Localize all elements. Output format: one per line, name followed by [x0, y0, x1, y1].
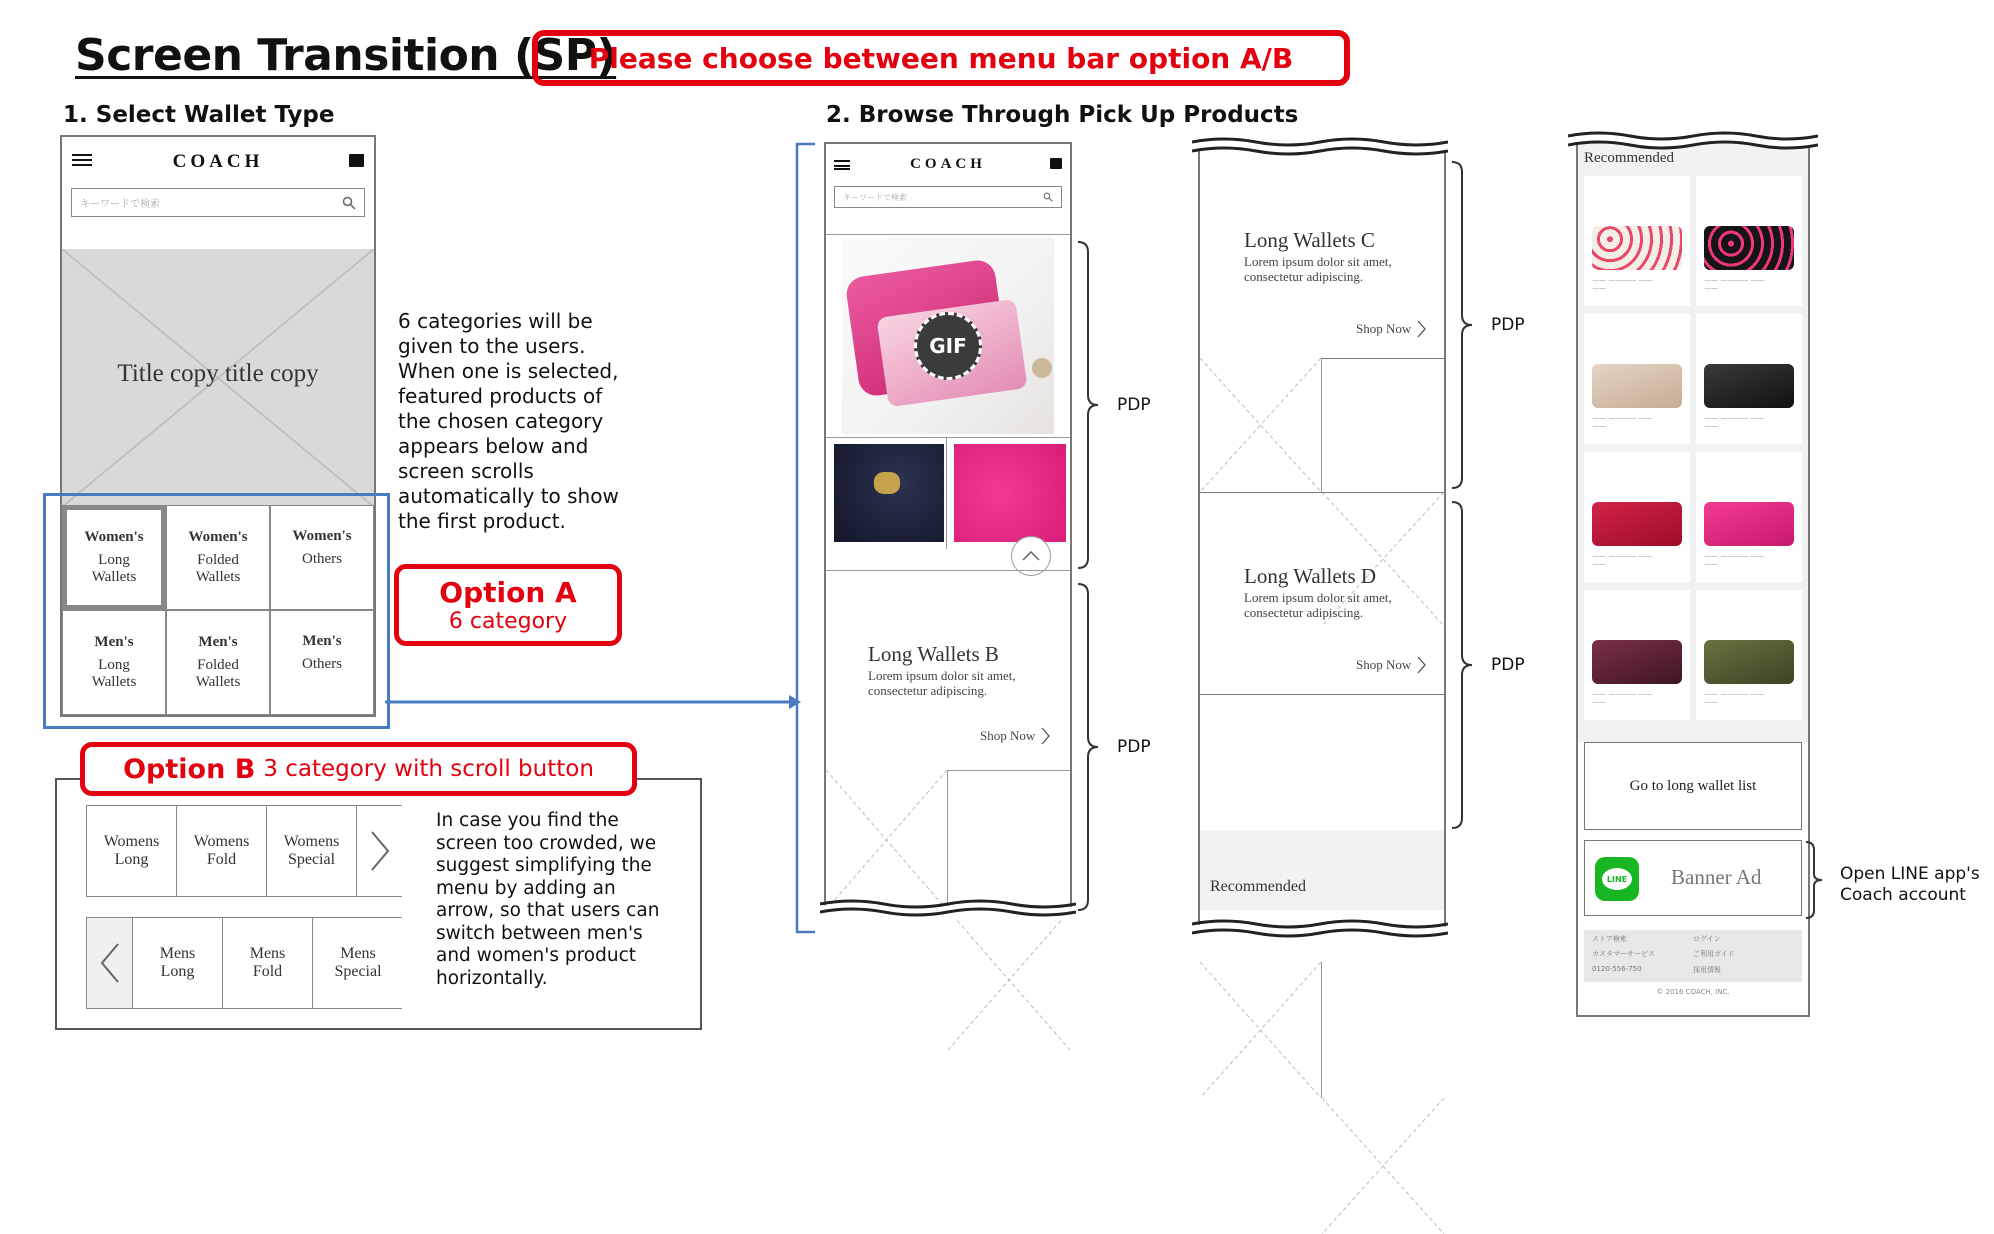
- divider: [826, 234, 1070, 235]
- step2b-phone-mockup: [1198, 150, 1446, 930]
- pdp-bracket: [1076, 582, 1106, 912]
- menu-womens-fold[interactable]: [177, 806, 267, 896]
- option-a-label-box: [394, 564, 622, 646]
- search-input[interactable]: [71, 188, 365, 217]
- product-meta: —— ———— —— ——: [1704, 414, 1765, 430]
- pdp-bracket: [1450, 500, 1480, 830]
- search-placeholder: キーワードで検索: [80, 199, 160, 210]
- featured-product-gif[interactable]: [842, 238, 1054, 434]
- product-description-line: Lorem ipsum dolor sit amet,: [1244, 590, 1392, 605]
- category-label: Folded: [197, 657, 239, 673]
- chevron-up-icon: [1022, 551, 1040, 561]
- transition-arrow: [385, 690, 805, 714]
- step1-heading: 1. Select Wallet Type: [63, 102, 335, 128]
- copyright: © 2016 COACH, INC.: [1656, 988, 1730, 996]
- search-icon: [342, 196, 356, 210]
- footer-link[interactable]: ご利用ガイド: [1693, 950, 1735, 959]
- option-a-label: Option A: [439, 576, 577, 609]
- menu-label: Long: [160, 963, 195, 980]
- menu-label: Mens: [159, 945, 196, 962]
- step2-phone-mockup: [824, 142, 1072, 912]
- menu-womens-long[interactable]: [87, 806, 177, 896]
- recommended-product[interactable]: [1584, 590, 1690, 720]
- scroll-left-button[interactable]: [87, 918, 133, 1008]
- menu-label: Long: [114, 851, 149, 868]
- black-wallet-image: [1704, 364, 1794, 408]
- menu-label: Mens: [340, 945, 376, 962]
- product-description-line: consectetur adipiscing.: [1244, 269, 1364, 284]
- red-wallet-image: [1592, 502, 1682, 546]
- pdp-label: PDP: [1117, 737, 1151, 757]
- hero-copy: Title copy title copy: [117, 360, 319, 387]
- divider: [826, 570, 1070, 571]
- olive-wallet-image: [1704, 640, 1794, 684]
- step1-description: 6 categories will be given to the users. When one is selected, featured products of the chosen category appears below and screen scrolls automatically to show the first product.: [398, 309, 619, 533]
- product-meta: —— ———— —— ——: [1592, 552, 1653, 568]
- search-input[interactable]: [834, 186, 1062, 208]
- shopping-bag-icon[interactable]: [1050, 158, 1062, 169]
- page-title: Screen Transition (SP): [75, 30, 617, 81]
- chevron-right-icon: [1417, 320, 1426, 338]
- option-choice-banner-text: Please choose between menu bar option A/B: [588, 41, 1294, 75]
- line-banner-ad[interactable]: [1584, 840, 1802, 916]
- banner-ad-label: Banner Ad: [1671, 865, 1762, 889]
- beige-wallet-image: [1592, 364, 1682, 408]
- scroll-right-button[interactable]: [357, 806, 403, 896]
- menu-label: Womens: [103, 833, 160, 850]
- category-label: Folded: [197, 552, 239, 568]
- product-meta: —— ———— —— ——: [1704, 276, 1765, 292]
- divider: [826, 437, 1070, 438]
- shop-now-link[interactable]: [980, 727, 1050, 745]
- divider: [1200, 492, 1444, 493]
- coach-logo[interactable]: COACH: [910, 156, 986, 172]
- torn-edge: [1192, 134, 1448, 160]
- chevron-right-icon: [1041, 727, 1050, 745]
- category-label: Women's: [188, 529, 248, 545]
- pdp-label: PDP: [1117, 395, 1151, 415]
- category-label: Others: [302, 551, 342, 567]
- category-label: Men's: [302, 633, 342, 649]
- option-b-label-box: [80, 742, 637, 796]
- category-label: Wallets: [195, 569, 241, 585]
- plum-wallet-image: [1592, 640, 1682, 684]
- category-label: Long: [98, 552, 130, 568]
- divider: [946, 437, 947, 549]
- recommended-product[interactable]: [1696, 314, 1802, 444]
- recommended-heading: Recommended: [1210, 878, 1306, 895]
- category-label: Women's: [84, 529, 144, 545]
- product-description-line: consectetur adipiscing.: [868, 683, 988, 698]
- torn-edge: [1192, 918, 1448, 942]
- line-app-icon: [1595, 857, 1639, 901]
- product-meta: —— ———— —— ——: [1592, 276, 1653, 292]
- recommended-heading: Recommended: [1584, 150, 1674, 166]
- step2-bracket: [793, 142, 817, 934]
- floral-wallet-image: [1592, 226, 1682, 270]
- category-label: Others: [302, 656, 342, 672]
- recommended-section: [1200, 830, 1444, 910]
- product-meta: —— ———— —— ——: [1592, 414, 1653, 430]
- product-meta: —— ———— —— ——: [1704, 552, 1765, 568]
- menu-label: Womens: [193, 833, 250, 850]
- gif-badge: [914, 312, 982, 380]
- footer-link[interactable]: 0120-556-750: [1592, 964, 1642, 973]
- product-title: Long Wallets B: [868, 642, 999, 666]
- product-description-line: Lorem ipsum dolor sit amet,: [1244, 254, 1392, 269]
- menu-womens-special[interactable]: [267, 806, 357, 896]
- gif-label: GIF: [929, 334, 967, 358]
- product-description-line: consectetur adipiscing.: [1244, 605, 1364, 620]
- divider: [1200, 694, 1444, 695]
- product-description-line: Lorem ipsum dolor sit amet,: [868, 668, 1016, 683]
- option-b-womens-menu: [86, 805, 402, 897]
- option-b-mens-menu: [86, 917, 402, 1009]
- product-title: Long Wallets C: [1244, 228, 1375, 252]
- menu-label: Special: [287, 851, 336, 868]
- recommended-product[interactable]: [1584, 176, 1690, 306]
- line-note: Open LINE app's Coach account: [1840, 864, 1980, 905]
- product-image-placeholder[interactable]: [1322, 1098, 1444, 1234]
- option-a-highlight: [43, 493, 390, 729]
- menu-mens-long[interactable]: [133, 918, 223, 1008]
- menu-label: Special: [334, 963, 382, 980]
- category-label: Men's: [198, 634, 238, 650]
- option-b-label: Option B: [123, 753, 256, 785]
- category-label: Men's: [94, 634, 134, 650]
- product-image-placeholder[interactable]: [1200, 962, 1322, 1098]
- product-image-placeholder[interactable]: [826, 770, 948, 910]
- footer-link[interactable]: ストア検索: [1592, 935, 1627, 943]
- turnlock-image: [874, 472, 900, 494]
- category-label: Wallets: [195, 674, 241, 690]
- pdp-label: PDP: [1491, 315, 1525, 335]
- product-image-placeholder[interactable]: [1200, 358, 1322, 492]
- search-icon: [1043, 192, 1053, 202]
- pdp-label: PDP: [1491, 655, 1525, 675]
- step2c-phone-mockup: [1576, 142, 1810, 1017]
- line-bracket: [1804, 840, 1830, 920]
- menu-mens-fold[interactable]: [223, 918, 313, 1008]
- go-to-list-button[interactable]: [1584, 742, 1802, 830]
- recommended-product[interactable]: [1584, 452, 1690, 582]
- torn-edge: [1568, 126, 1818, 156]
- coin-image: [1032, 358, 1052, 378]
- option-choice-banner: [532, 30, 1350, 86]
- coach-logo[interactable]: COACH: [172, 151, 264, 172]
- line-icon-text: LINE: [1602, 868, 1632, 890]
- product-meta: —— ———— —— ——: [1592, 690, 1653, 706]
- recommended-product[interactable]: [1584, 314, 1690, 444]
- search-placeholder: キーワードで検索: [843, 192, 907, 202]
- footer-link[interactable]: カスタマーサービス: [1592, 950, 1655, 959]
- category-label: Long: [98, 657, 130, 673]
- pdp-bracket: [1450, 160, 1480, 490]
- shop-now-label: Shop Now: [980, 728, 1036, 743]
- chevron-right-icon: [369, 829, 391, 873]
- go-to-list-label: Go to long wallet list: [1629, 777, 1757, 794]
- recommended-product[interactable]: [1696, 452, 1802, 582]
- menu-label: Mens: [249, 945, 286, 962]
- chevron-right-icon: [1417, 656, 1426, 674]
- pdp-bracket: [1076, 240, 1106, 570]
- black-floral-wallet-image: [1704, 226, 1794, 270]
- torn-edge: [820, 898, 1076, 920]
- pink-wallet-image: [1704, 502, 1794, 546]
- shop-now-label: Shop Now: [1356, 321, 1412, 336]
- navy-wallet-image[interactable]: [834, 444, 944, 542]
- category-label: Wallets: [91, 674, 137, 690]
- category-label: Wallets: [91, 569, 137, 585]
- footer-link[interactable]: ログイン: [1693, 935, 1721, 943]
- menu-label: Womens: [283, 833, 340, 850]
- shop-now-label: Shop Now: [1356, 657, 1412, 672]
- recommended-product[interactable]: [1696, 590, 1802, 720]
- shop-now-link[interactable]: [1356, 320, 1426, 338]
- step2-heading: 2. Browse Through Pick Up Products: [826, 102, 1299, 128]
- product-title: Long Wallets D: [1244, 564, 1377, 588]
- product-description: [1244, 590, 1392, 620]
- menu-label: Fold: [206, 851, 237, 868]
- product-meta: —— ———— —— ——: [1704, 690, 1765, 706]
- product-image-placeholder[interactable]: [948, 910, 1070, 1050]
- shop-now-link[interactable]: [1356, 656, 1426, 674]
- category-label: Women's: [292, 528, 352, 544]
- chevron-left-icon: [99, 941, 121, 985]
- footer-links: [1584, 930, 1802, 982]
- menu-mens-special[interactable]: [313, 918, 403, 1008]
- option-b-sub: 3 category with scroll button: [263, 756, 594, 782]
- option-a-sub: 6 category: [448, 609, 568, 634]
- shopping-bag-icon[interactable]: [349, 154, 364, 167]
- recommended-product[interactable]: [1696, 176, 1802, 306]
- product-description: [868, 668, 1016, 698]
- pink-leather-image[interactable]: [954, 444, 1066, 542]
- product-description: [1244, 254, 1392, 284]
- hero-banner-placeholder: [62, 249, 374, 507]
- option-b-description: In case you find the screen too crowded, we suggest simplifying the menu by adding an arrow, so that users can switch between men's and women's product horizontally.: [436, 810, 660, 989]
- footer-link[interactable]: 採用情報: [1693, 965, 1721, 974]
- menu-label: Fold: [252, 963, 283, 980]
